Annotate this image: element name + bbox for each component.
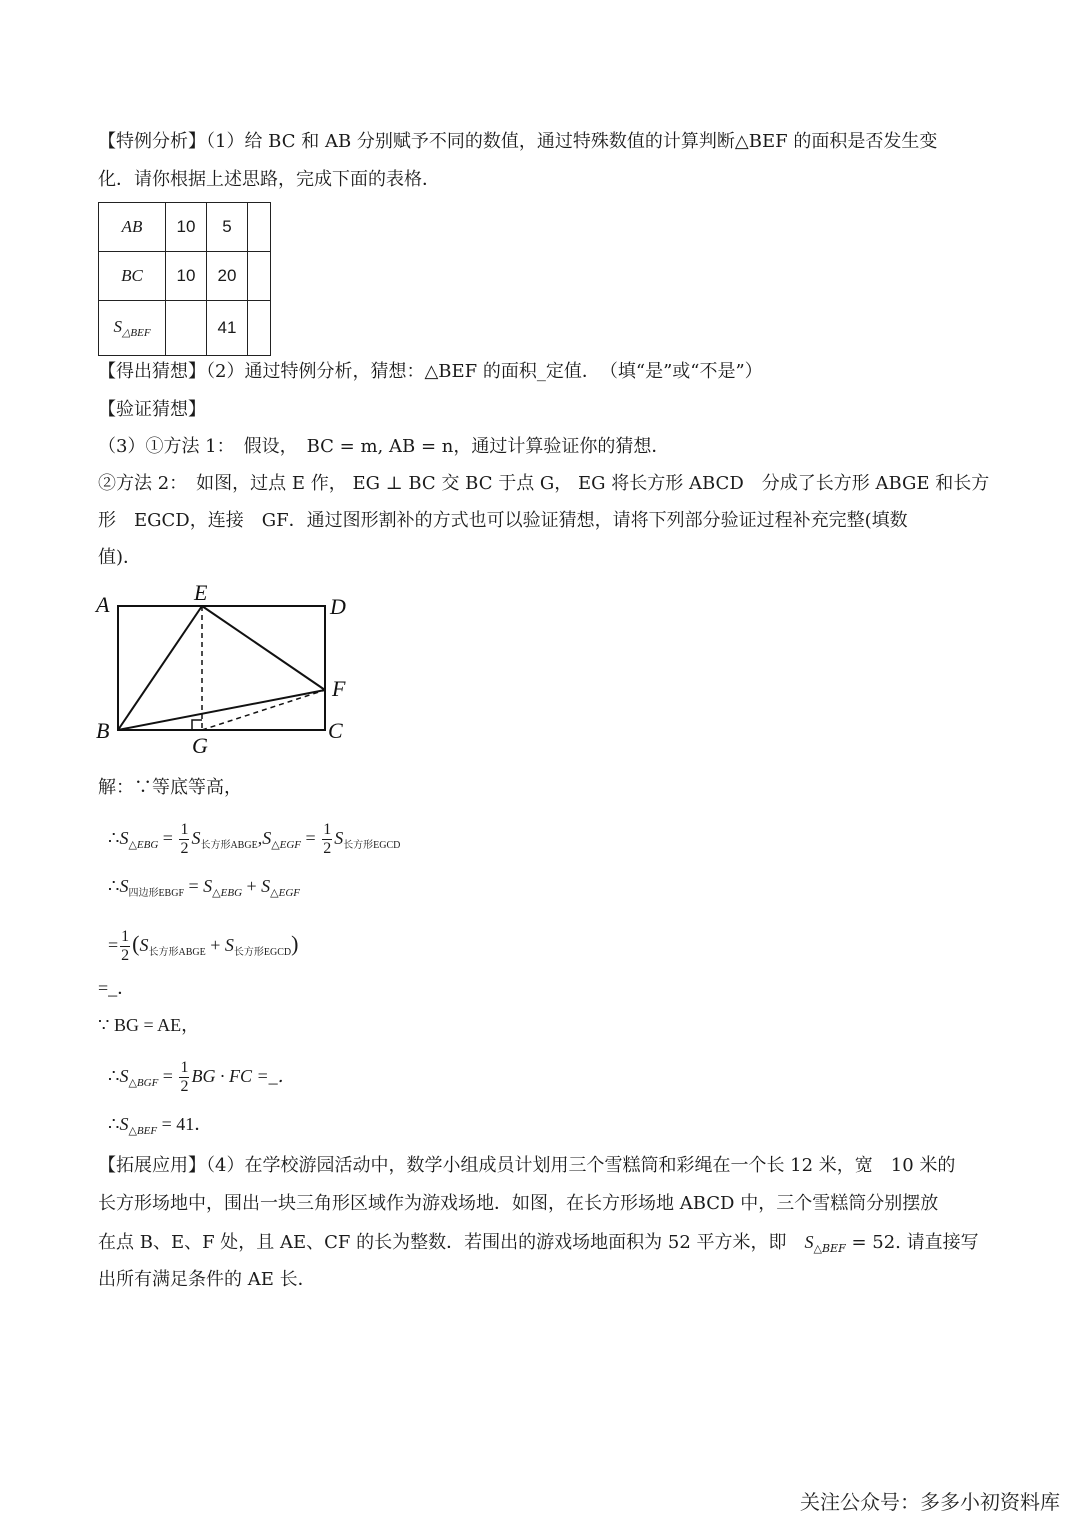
area-symbol: S [804,1232,814,1252]
plus-sign: + [246,876,257,896]
area-symbol: S [119,1114,129,1134]
therefore-symbol: ∴ [108,1066,120,1086]
segment-be [118,606,202,730]
solution-step7 [108,1112,212,1143]
equals-sign: = [162,1066,173,1086]
fraction-half [179,821,189,858]
solution-step3 [108,922,298,975]
area-symbol: S [191,828,201,848]
numerator: 1 [121,928,130,946]
table-header-bc: BC [99,252,166,301]
method2-line3: 值)． [98,547,142,568]
label-f: F [332,676,346,701]
table-header-ab: AB [99,203,166,252]
step7-rest: = 41． [161,1114,213,1134]
equals-sign: = [162,828,173,848]
table-cell: 5 [207,203,248,252]
solution-step6 [108,1054,296,1105]
method2-line1: ②方法 2： 如图，过点 E 作， EG ⊥ BC 交 BC 于点 G， EG 将长方形 ABCD 分成了长方形 ABGE 和长方 [98,473,990,494]
part4-line3 [98,1230,979,1261]
area-symbol: S [261,876,271,896]
therefore-symbol: ∴ [108,876,120,896]
subscript: △BEF [128,1125,158,1137]
subscript: △EGF [270,887,301,899]
numerator: 1 [323,821,332,839]
denominator: 2 [180,840,189,858]
plus-sign: + [210,935,221,955]
area-symbol: S [113,317,122,336]
part4-line4: 出所有满足条件的 AE 长． [98,1269,316,1290]
solution-step5: ∵ BG = AE， [98,1015,200,1035]
part1-line1 [98,130,937,154]
subscript: 长方形ABGE [200,840,258,851]
table-cell [248,301,271,356]
area-symbol: S [224,935,234,955]
method2-line2: 形 EGCD，连接 GF．通过图形割补的方式也可以验证猜想，请将下列部分验证过程补充完整(填数 [98,510,908,531]
area-symbol: S [262,828,272,848]
table-row [99,301,271,356]
subscript: 长方形EGCD [233,947,292,958]
label-g: G [192,733,208,758]
table-cell [248,252,271,301]
area-subscript: △BEF [121,327,151,339]
part4-line1 [98,1154,955,1178]
part2-text: （2）通过特例分析，猜想：△BEF 的面积_定值． （填“是”或“不是”） [206,361,763,382]
part4-line2: 长方形场地中，围出一块三角形区域作为游戏场地．如图，在长方形场地 ABCD 中，三个雪糕筒分别摆放 [98,1193,939,1214]
solution-step4: =_． [98,978,136,998]
subscript: 长方形ABGE [148,947,206,958]
solution-step1 [108,816,400,868]
label-a: A [96,592,110,617]
data-table [98,202,271,356]
subscript: △EGF [271,839,302,851]
part4-text3a: 在点 B、E、F 处，且 AE、CF 的长为整数．若围出的游戏场地面积为 52 平方米，即 [98,1232,805,1253]
table-row [99,203,271,252]
fraction-half [179,1059,189,1096]
area-symbol: S [139,935,149,955]
denominator: 2 [180,1078,189,1096]
fraction-half [120,928,130,965]
denominator: 2 [323,840,332,858]
table-cell: 10 [166,203,207,252]
subscript: △EBG [212,887,243,899]
part4-label: 【拓展应用】 [98,1155,206,1176]
label-d: D [330,594,346,619]
part2-label: 【得出猜想】 [98,361,206,382]
part4-text3b: = 52. 请直接写 [845,1232,979,1253]
part3-label: 【验证猜想】 [98,399,206,420]
part1-label: 【特例分析】 [98,131,206,152]
method1-line: （3）①方法 1： 假设， BC = m, AB = n，通过计算验证你的猜想． [98,436,670,457]
label-c: C [328,718,343,743]
fraction-half [322,821,332,858]
subscript: △BEF [813,1242,846,1255]
solution-step2 [108,874,300,906]
equals-sign: = [188,876,199,896]
separator: , [257,828,263,848]
part1-text1: （1）给 BC 和 AB 分别赋予不同的数值，通过特殊数值的计算判断△BEF 的面积是否发生变 [206,131,938,152]
table-cell [248,203,271,252]
area-symbol: S [119,828,129,848]
area-symbol: S [334,828,344,848]
open-paren: ( [132,931,140,956]
area-symbol: S [119,876,129,896]
denominator: 2 [121,947,130,965]
table-cell: 41 [207,301,248,356]
label-b: B [96,718,110,743]
label-e: E [194,580,208,605]
subscript: 四边形EBGF [128,888,185,899]
therefore-symbol: ∴ [108,828,120,848]
therefore-symbol: ∴ [108,1114,120,1134]
area-symbol: S [203,876,213,896]
subscript: 长方形EGCD [343,840,401,851]
equals-sign: = [305,828,316,848]
subscript: △EBG [128,839,159,851]
table-cell [166,301,207,356]
step6-rest: BG · FC =_． [191,1066,296,1086]
table-cell: 20 [207,252,248,301]
area-symbol: S [119,1066,129,1086]
solution-intro: 解：∵等底等高， [98,777,242,798]
table-row [99,252,271,301]
rectangle-figure [90,578,370,763]
numerator: 1 [180,821,189,839]
part2-line [98,360,763,384]
close-paren: ) [291,931,299,956]
table-header-area [99,301,166,356]
equals-sign: = [108,935,119,955]
right-angle-mark [192,720,202,730]
numerator: 1 [180,1059,189,1077]
subscript: △BGF [128,1077,159,1089]
footer-watermark: 关注公众号：多多小初资料库 [800,1490,1060,1514]
part4-text1: （4）在学校游园活动中，数学小组成员计划用三个雪糕筒和彩绳在一个长 12 米，宽 10 米的 [206,1155,956,1176]
table-cell: 10 [166,252,207,301]
segment-ef [202,606,325,690]
part1-line2: 化．请你根据上述思路，完成下面的表格． [98,169,440,190]
